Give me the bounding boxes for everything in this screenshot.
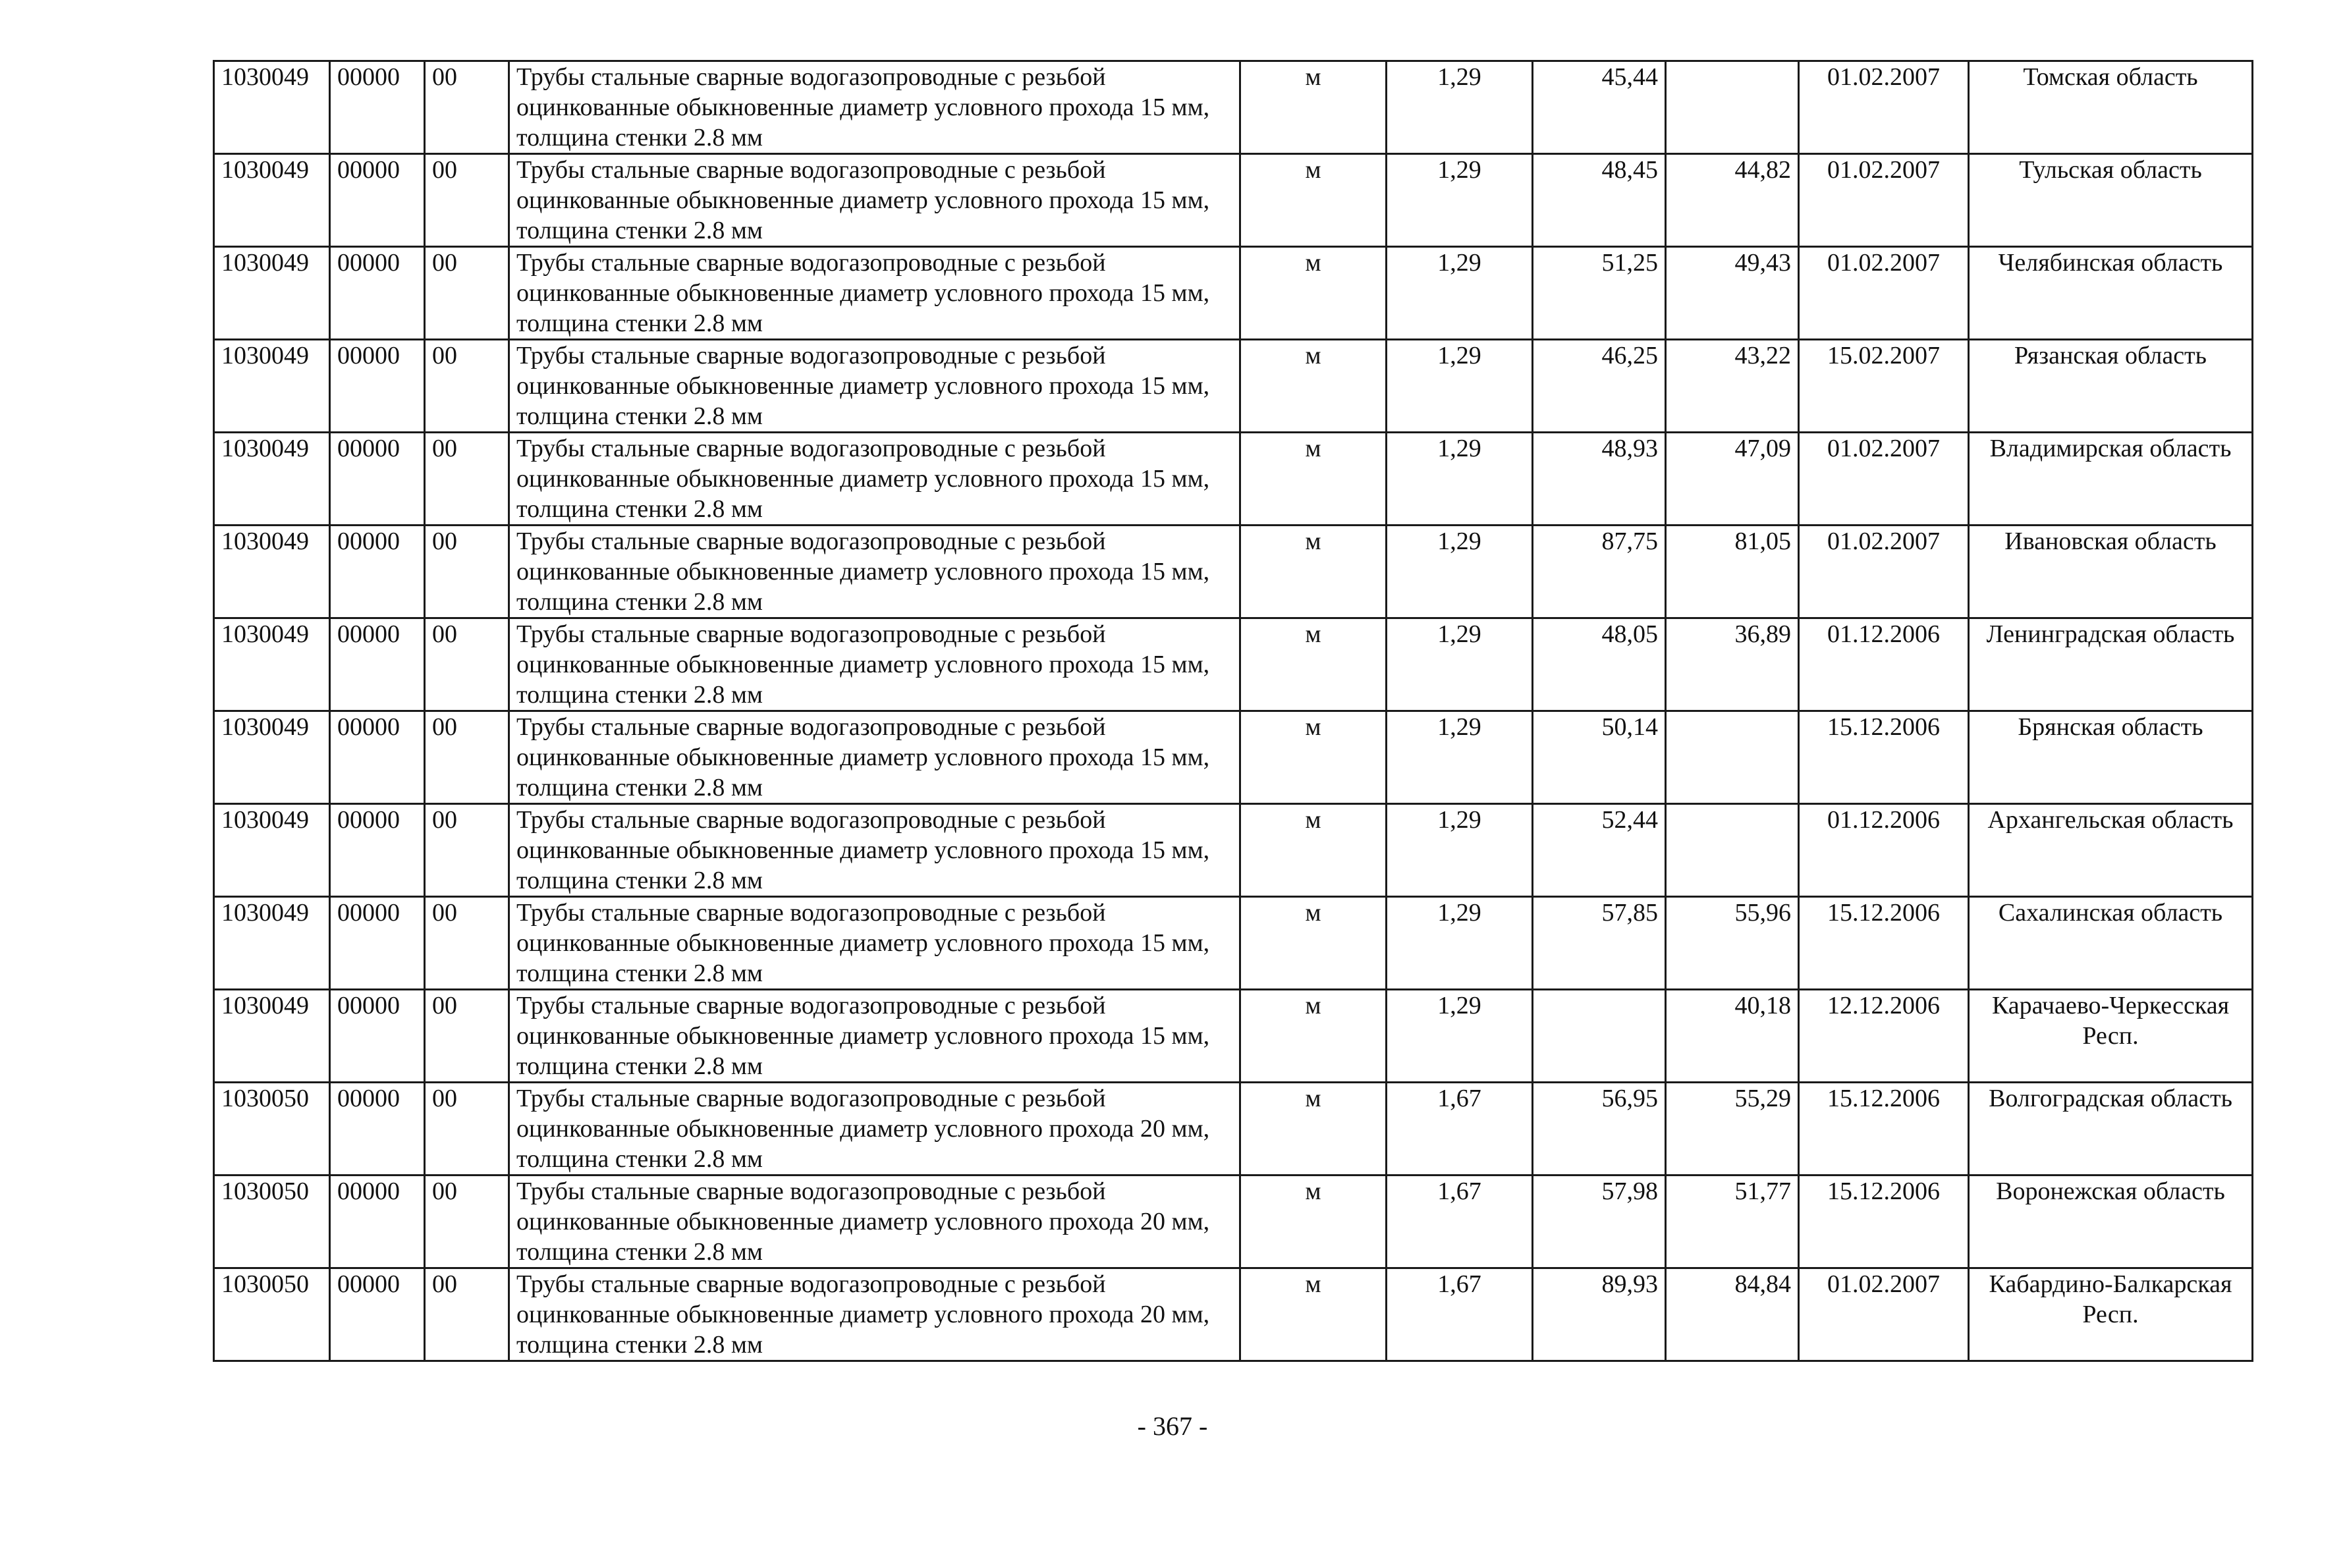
- item-code-cell: 1030049: [214, 990, 330, 1083]
- suffix-cell: 00: [425, 897, 509, 990]
- date-cell: 01.12.2006: [1799, 804, 1969, 897]
- item-name-cell: Трубы стальные сварные водогазопроводные с резьбой оцинкованные обыкновенные диаметр условного прохода 15 мм, толщина стенки 2.8 мм: [509, 711, 1240, 804]
- suffix-cell: 00: [425, 247, 509, 340]
- price-cell: 52,44: [1533, 804, 1666, 897]
- region-cell: Тульская область: [1969, 154, 2253, 247]
- unit-cell: м: [1240, 1083, 1387, 1176]
- region-cell: Архангельская область: [1969, 804, 2253, 897]
- region-cell: Сахалинская область: [1969, 897, 2253, 990]
- table-row: [214, 1083, 2253, 1176]
- sub-code-cell: 00000: [330, 340, 425, 433]
- item-name-cell: Трубы стальные сварные водогазопроводные с резьбой оцинкованные обыкновенные диаметр условного прохода 15 мм, толщина стенки 2.8 мм: [509, 247, 1240, 340]
- price-alt-cell: 44,82: [1666, 154, 1799, 247]
- sub-code-cell: 00000: [330, 526, 425, 618]
- coefficient-cell: 1,29: [1387, 433, 1533, 526]
- price-alt-cell: 47,09: [1666, 433, 1799, 526]
- sub-code-cell: 00000: [330, 990, 425, 1083]
- sub-code-cell: 00000: [330, 804, 425, 897]
- price-cell: 45,44: [1533, 61, 1666, 154]
- coefficient-cell: 1,67: [1387, 1083, 1533, 1176]
- unit-cell: м: [1240, 990, 1387, 1083]
- region-cell: Брянская область: [1969, 711, 2253, 804]
- item-name-cell: Трубы стальные сварные водогазопроводные с резьбой оцинкованные обыкновенные диаметр условного прохода 15 мм, толщина стенки 2.8 мм: [509, 804, 1240, 897]
- item-name-cell: Трубы стальные сварные водогазопроводные с резьбой оцинкованные обыкновенные диаметр условного прохода 15 мм, толщина стенки 2.8 мм: [509, 340, 1240, 433]
- item-name-cell: Трубы стальные сварные водогазопроводные с резьбой оцинкованные обыкновенные диаметр условного прохода 20 мм, толщина стенки 2.8 мм: [509, 1268, 1240, 1361]
- suffix-cell: 00: [425, 1176, 509, 1268]
- item-code-cell: 1030050: [214, 1176, 330, 1268]
- unit-cell: м: [1240, 1268, 1387, 1361]
- item-code-cell: 1030049: [214, 526, 330, 618]
- price-alt-cell: [1666, 61, 1799, 154]
- region-cell: Карачаево-Черкесская Респ.: [1969, 990, 2253, 1083]
- date-cell: 15.12.2006: [1799, 711, 1969, 804]
- sub-code-cell: 00000: [330, 61, 425, 154]
- region-cell: Воронежская область: [1969, 1176, 2253, 1268]
- item-name-cell: Трубы стальные сварные водогазопроводные с резьбой оцинкованные обыкновенные диаметр условного прохода 15 мм, толщина стенки 2.8 мм: [509, 897, 1240, 990]
- table-row: [214, 526, 2253, 618]
- sub-code-cell: 00000: [330, 711, 425, 804]
- date-cell: 15.02.2007: [1799, 340, 1969, 433]
- coefficient-cell: 1,29: [1387, 154, 1533, 247]
- coefficient-cell: 1,29: [1387, 247, 1533, 340]
- price-alt-cell: 43,22: [1666, 340, 1799, 433]
- price-cell: 50,14: [1533, 711, 1666, 804]
- table-row: [214, 340, 2253, 433]
- coefficient-cell: 1,67: [1387, 1268, 1533, 1361]
- region-cell: Кабардино-Балкарская Респ.: [1969, 1268, 2253, 1361]
- page-number: - 367 -: [1137, 1411, 1208, 1441]
- coefficient-cell: 1,29: [1387, 897, 1533, 990]
- price-cell: 48,45: [1533, 154, 1666, 247]
- item-code-cell: 1030049: [214, 433, 330, 526]
- item-name-cell: Трубы стальные сварные водогазопроводные с резьбой оцинкованные обыкновенные диаметр условного прохода 20 мм, толщина стенки 2.8 мм: [509, 1083, 1240, 1176]
- region-cell: Томская область: [1969, 61, 2253, 154]
- item-code-cell: 1030049: [214, 618, 330, 711]
- coefficient-cell: 1,29: [1387, 804, 1533, 897]
- sub-code-cell: 00000: [330, 1268, 425, 1361]
- unit-cell: м: [1240, 433, 1387, 526]
- price-cell: 57,98: [1533, 1176, 1666, 1268]
- coefficient-cell: 1,29: [1387, 340, 1533, 433]
- price-alt-cell: 51,77: [1666, 1176, 1799, 1268]
- suffix-cell: 00: [425, 711, 509, 804]
- date-cell: 01.02.2007: [1799, 247, 1969, 340]
- item-code-cell: 1030049: [214, 154, 330, 247]
- item-name-cell: Трубы стальные сварные водогазопроводные с резьбой оцинкованные обыкновенные диаметр условного прохода 15 мм, толщина стенки 2.8 мм: [509, 61, 1240, 154]
- table-body: [214, 61, 2253, 1361]
- item-name-cell: Трубы стальные сварные водогазопроводные с резьбой оцинкованные обыкновенные диаметр условного прохода 20 мм, толщина стенки 2.8 мм: [509, 1176, 1240, 1268]
- table-row: [214, 247, 2253, 340]
- item-code-cell: 1030049: [214, 804, 330, 897]
- price-cell: 87,75: [1533, 526, 1666, 618]
- item-name-cell: Трубы стальные сварные водогазопроводные с резьбой оцинкованные обыкновенные диаметр условного прохода 15 мм, толщина стенки 2.8 мм: [509, 154, 1240, 247]
- suffix-cell: 00: [425, 1268, 509, 1361]
- suffix-cell: 00: [425, 433, 509, 526]
- price-alt-cell: 49,43: [1666, 247, 1799, 340]
- coefficient-cell: 1,67: [1387, 1176, 1533, 1268]
- date-cell: 01.02.2007: [1799, 526, 1969, 618]
- table-row: [214, 618, 2253, 711]
- region-cell: Волгоградская область: [1969, 1083, 2253, 1176]
- table-row: [214, 804, 2253, 897]
- item-code-cell: 1030049: [214, 711, 330, 804]
- price-table: [213, 60, 2253, 1362]
- region-cell: Челябинская область: [1969, 247, 2253, 340]
- table-row: [214, 154, 2253, 247]
- suffix-cell: 00: [425, 61, 509, 154]
- region-cell: Ивановская область: [1969, 526, 2253, 618]
- sub-code-cell: 00000: [330, 1176, 425, 1268]
- unit-cell: м: [1240, 340, 1387, 433]
- suffix-cell: 00: [425, 804, 509, 897]
- date-cell: 15.12.2006: [1799, 897, 1969, 990]
- sub-code-cell: 00000: [330, 1083, 425, 1176]
- table-row: [214, 711, 2253, 804]
- table-row: [214, 897, 2253, 990]
- unit-cell: м: [1240, 804, 1387, 897]
- table-row: [214, 1268, 2253, 1361]
- price-alt-cell: 84,84: [1666, 1268, 1799, 1361]
- price-cell: 56,95: [1533, 1083, 1666, 1176]
- unit-cell: м: [1240, 618, 1387, 711]
- date-cell: 01.02.2007: [1799, 61, 1969, 154]
- unit-cell: м: [1240, 526, 1387, 618]
- item-code-cell: 1030049: [214, 61, 330, 154]
- region-cell: Рязанская область: [1969, 340, 2253, 433]
- price-alt-cell: [1666, 804, 1799, 897]
- price-cell: 51,25: [1533, 247, 1666, 340]
- item-name-cell: Трубы стальные сварные водогазопроводные с резьбой оцинкованные обыкновенные диаметр условного прохода 15 мм, толщина стенки 2.8 мм: [509, 526, 1240, 618]
- item-code-cell: 1030049: [214, 247, 330, 340]
- sub-code-cell: 00000: [330, 247, 425, 340]
- unit-cell: м: [1240, 711, 1387, 804]
- price-alt-cell: 81,05: [1666, 526, 1799, 618]
- unit-cell: м: [1240, 247, 1387, 340]
- sub-code-cell: 00000: [330, 154, 425, 247]
- item-name-cell: Трубы стальные сварные водогазопроводные с резьбой оцинкованные обыкновенные диаметр условного прохода 15 мм, толщина стенки 2.8 мм: [509, 433, 1240, 526]
- date-cell: 15.12.2006: [1799, 1083, 1969, 1176]
- item-name-cell: Трубы стальные сварные водогазопроводные с резьбой оцинкованные обыкновенные диаметр условного прохода 15 мм, толщина стенки 2.8 мм: [509, 990, 1240, 1083]
- item-code-cell: 1030049: [214, 340, 330, 433]
- coefficient-cell: 1,29: [1387, 618, 1533, 711]
- coefficient-cell: 1,29: [1387, 526, 1533, 618]
- price-cell: 89,93: [1533, 1268, 1666, 1361]
- unit-cell: м: [1240, 897, 1387, 990]
- sub-code-cell: 00000: [330, 618, 425, 711]
- table-row: [214, 1176, 2253, 1268]
- unit-cell: м: [1240, 154, 1387, 247]
- table-row: [214, 61, 2253, 154]
- coefficient-cell: 1,29: [1387, 990, 1533, 1083]
- coefficient-cell: 1,29: [1387, 711, 1533, 804]
- price-cell: 46,25: [1533, 340, 1666, 433]
- item-name-cell: Трубы стальные сварные водогазопроводные с резьбой оцинкованные обыкновенные диаметр условного прохода 15 мм, толщина стенки 2.8 мм: [509, 618, 1240, 711]
- table-row: [214, 433, 2253, 526]
- date-cell: 01.12.2006: [1799, 618, 1969, 711]
- unit-cell: м: [1240, 61, 1387, 154]
- date-cell: 15.12.2006: [1799, 1176, 1969, 1268]
- date-cell: 01.02.2007: [1799, 154, 1969, 247]
- coefficient-cell: 1,29: [1387, 61, 1533, 154]
- price-cell: [1533, 990, 1666, 1083]
- suffix-cell: 00: [425, 526, 509, 618]
- date-cell: 01.02.2007: [1799, 433, 1969, 526]
- price-alt-cell: 36,89: [1666, 618, 1799, 711]
- price-cell: 57,85: [1533, 897, 1666, 990]
- price-alt-cell: 55,96: [1666, 897, 1799, 990]
- suffix-cell: 00: [425, 1083, 509, 1176]
- suffix-cell: 00: [425, 990, 509, 1083]
- price-cell: 48,05: [1533, 618, 1666, 711]
- suffix-cell: 00: [425, 618, 509, 711]
- item-code-cell: 1030050: [214, 1083, 330, 1176]
- suffix-cell: 00: [425, 154, 509, 247]
- price-alt-cell: [1666, 711, 1799, 804]
- price-cell: 48,93: [1533, 433, 1666, 526]
- sub-code-cell: 00000: [330, 897, 425, 990]
- price-alt-cell: 40,18: [1666, 990, 1799, 1083]
- table-row: [214, 990, 2253, 1083]
- date-cell: 12.12.2006: [1799, 990, 1969, 1083]
- price-alt-cell: 55,29: [1666, 1083, 1799, 1176]
- sub-code-cell: 00000: [330, 433, 425, 526]
- region-cell: Владимирская область: [1969, 433, 2253, 526]
- item-code-cell: 1030050: [214, 1268, 330, 1361]
- item-code-cell: 1030049: [214, 897, 330, 990]
- region-cell: Ленинградская область: [1969, 618, 2253, 711]
- suffix-cell: 00: [425, 340, 509, 433]
- unit-cell: м: [1240, 1176, 1387, 1268]
- date-cell: 01.02.2007: [1799, 1268, 1969, 1361]
